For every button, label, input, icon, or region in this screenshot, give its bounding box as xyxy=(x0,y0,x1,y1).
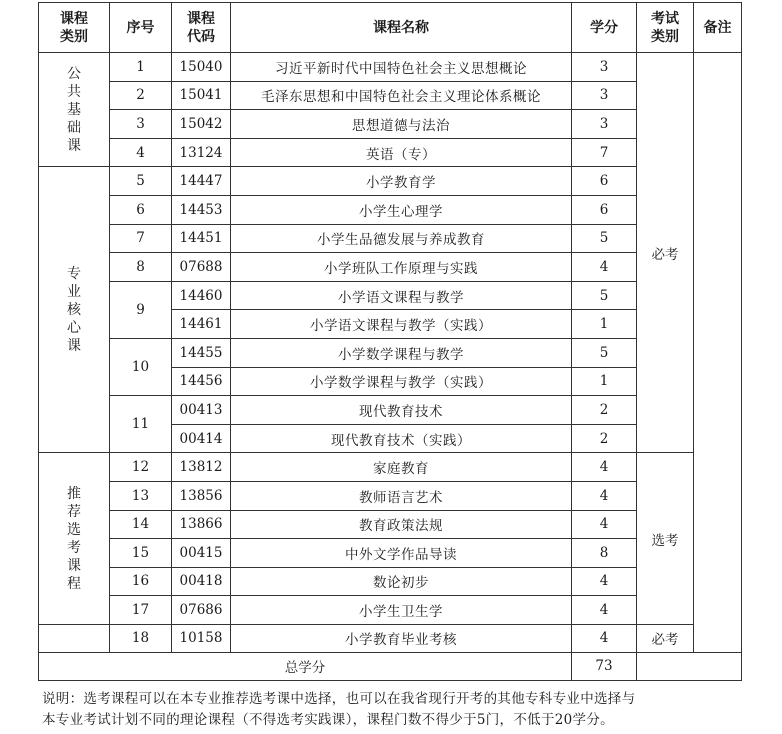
name-cell: 小学语文课程与教学 xyxy=(231,281,572,310)
exam-required: 必考 xyxy=(637,53,694,453)
group-public: 公共基础课 xyxy=(39,53,110,167)
course-plan-table xyxy=(38,2,742,681)
total-empty xyxy=(637,652,742,680)
total-value: 73 xyxy=(572,652,637,680)
table-row xyxy=(39,396,742,425)
table-row xyxy=(39,53,742,82)
table-row xyxy=(39,596,742,625)
name-cell: 小学教育学 xyxy=(231,167,572,196)
name-cell: 小学数学课程与教学 xyxy=(231,338,572,367)
credit-cell: 4 xyxy=(572,510,637,539)
credit-cell: 7 xyxy=(572,138,637,167)
table-row xyxy=(39,253,742,282)
name-cell: 小学生品德发展与养成教育 xyxy=(231,224,572,253)
credit-cell: 1 xyxy=(572,367,637,396)
code-cell: 13124 xyxy=(172,138,231,167)
code-cell: 15041 xyxy=(172,81,231,110)
name-cell: 小学教育毕业考核 xyxy=(231,624,572,652)
header-remark: 备注 xyxy=(694,3,742,53)
header-seq: 序号 xyxy=(110,3,172,53)
table-row xyxy=(39,481,742,510)
credit-cell: 3 xyxy=(572,81,637,110)
name-cell: 小学语文课程与教学（实践） xyxy=(231,310,572,339)
credit-cell: 4 xyxy=(572,481,637,510)
seq-cell: 4 xyxy=(110,138,172,167)
course-plan-sheet xyxy=(38,2,742,681)
credit-cell: 6 xyxy=(572,167,637,196)
group-empty xyxy=(39,624,110,652)
name-cell: 英语（专） xyxy=(231,138,572,167)
code-cell: 14460 xyxy=(172,281,231,310)
code-cell: 14461 xyxy=(172,310,231,339)
seq-cell: 6 xyxy=(110,195,172,224)
code-cell: 14456 xyxy=(172,367,231,396)
credit-cell: 3 xyxy=(572,110,637,139)
seq-cell: 11 xyxy=(110,396,172,453)
code-cell: 07686 xyxy=(172,596,231,625)
credit-cell: 4 xyxy=(572,596,637,625)
code-cell: 15040 xyxy=(172,53,231,82)
seq-cell: 12 xyxy=(110,453,172,482)
exam-elective: 选考 xyxy=(637,453,694,625)
name-cell: 小学生卫生学 xyxy=(231,596,572,625)
name-cell: 毛泽东思想和中国特色社会主义理论体系概论 xyxy=(231,81,572,110)
code-cell: 15042 xyxy=(172,110,231,139)
name-cell: 教育政策法规 xyxy=(231,510,572,539)
seq-cell: 9 xyxy=(110,281,172,338)
table-row xyxy=(39,624,742,652)
footnote-line-2: 本专业考试计划不同的理论课程（不得选考实践课），课程门数不得少于5门，不低于20学分。 xyxy=(42,712,614,728)
footnote-line-1: 说明：选考课程可以在本专业推荐选考课中选择，也可以在我省现行开考的其他专科专业中选择与 xyxy=(42,691,636,707)
credit-cell: 4 xyxy=(572,453,637,482)
seq-cell: 18 xyxy=(110,624,172,652)
code-cell: 14455 xyxy=(172,338,231,367)
name-cell: 小学生心理学 xyxy=(231,195,572,224)
footnote xyxy=(42,689,742,731)
seq-cell: 1 xyxy=(110,53,172,82)
credit-cell: 5 xyxy=(572,224,637,253)
total-row xyxy=(39,652,742,680)
credit-cell: 5 xyxy=(572,338,637,367)
table-row xyxy=(39,281,742,310)
seq-cell: 5 xyxy=(110,167,172,196)
code-cell: 10158 xyxy=(172,624,231,652)
header-code: 课程代码 xyxy=(172,3,231,53)
code-cell: 13856 xyxy=(172,481,231,510)
table-row xyxy=(39,510,742,539)
name-cell: 小学数学课程与教学（实践） xyxy=(231,367,572,396)
table-row xyxy=(39,539,742,568)
credit-cell: 2 xyxy=(572,424,637,453)
code-cell: 13812 xyxy=(172,453,231,482)
code-cell: 07688 xyxy=(172,253,231,282)
seq-cell: 15 xyxy=(110,539,172,568)
table-row xyxy=(39,138,742,167)
name-cell: 现代教育技术（实践） xyxy=(231,424,572,453)
credit-cell: 6 xyxy=(572,195,637,224)
seq-cell: 14 xyxy=(110,510,172,539)
table-row xyxy=(39,453,742,482)
seq-cell: 10 xyxy=(110,338,172,395)
seq-cell: 17 xyxy=(110,596,172,625)
group-elective: 推荐选考课程 xyxy=(39,453,110,625)
name-cell: 小学班队工作原理与实践 xyxy=(231,253,572,282)
table-row xyxy=(39,338,742,367)
table-row xyxy=(39,224,742,253)
code-cell: 14447 xyxy=(172,167,231,196)
code-cell: 14451 xyxy=(172,224,231,253)
name-cell: 思想道德与法治 xyxy=(231,110,572,139)
name-cell: 教师语言艺术 xyxy=(231,481,572,510)
credit-cell: 4 xyxy=(572,253,637,282)
header-credit: 学分 xyxy=(572,3,637,53)
credit-cell: 4 xyxy=(572,624,637,652)
code-cell: 00413 xyxy=(172,396,231,425)
header-name: 课程名称 xyxy=(231,3,572,53)
name-cell: 家庭教育 xyxy=(231,453,572,482)
seq-cell: 3 xyxy=(110,110,172,139)
group-core: 专业核心课 xyxy=(39,167,110,453)
name-cell: 数论初步 xyxy=(231,567,572,596)
code-cell: 00418 xyxy=(172,567,231,596)
credit-cell: 2 xyxy=(572,396,637,425)
seq-cell: 16 xyxy=(110,567,172,596)
name-cell: 中外文学作品导读 xyxy=(231,539,572,568)
table-row xyxy=(39,81,742,110)
code-cell: 00414 xyxy=(172,424,231,453)
table-header-row xyxy=(39,3,742,53)
table-row xyxy=(39,195,742,224)
name-cell: 习近平新时代中国特色社会主义思想概论 xyxy=(231,53,572,82)
table-row xyxy=(39,167,742,196)
code-cell: 13866 xyxy=(172,510,231,539)
credit-cell: 1 xyxy=(572,310,637,339)
credit-cell: 8 xyxy=(572,539,637,568)
name-cell: 现代教育技术 xyxy=(231,396,572,425)
credit-cell: 4 xyxy=(572,567,637,596)
table-row xyxy=(39,110,742,139)
remark-column xyxy=(694,53,742,653)
credit-cell: 5 xyxy=(572,281,637,310)
code-cell: 00415 xyxy=(172,539,231,568)
exam-required-last: 必考 xyxy=(637,624,694,652)
seq-cell: 2 xyxy=(110,81,172,110)
header-category: 课程类别 xyxy=(39,3,110,53)
seq-cell: 13 xyxy=(110,481,172,510)
total-label: 总学分 xyxy=(39,652,572,680)
table-row xyxy=(39,567,742,596)
header-exam-type: 考试类别 xyxy=(637,3,694,53)
code-cell: 14453 xyxy=(172,195,231,224)
seq-cell: 8 xyxy=(110,253,172,282)
seq-cell: 7 xyxy=(110,224,172,253)
credit-cell: 3 xyxy=(572,53,637,82)
